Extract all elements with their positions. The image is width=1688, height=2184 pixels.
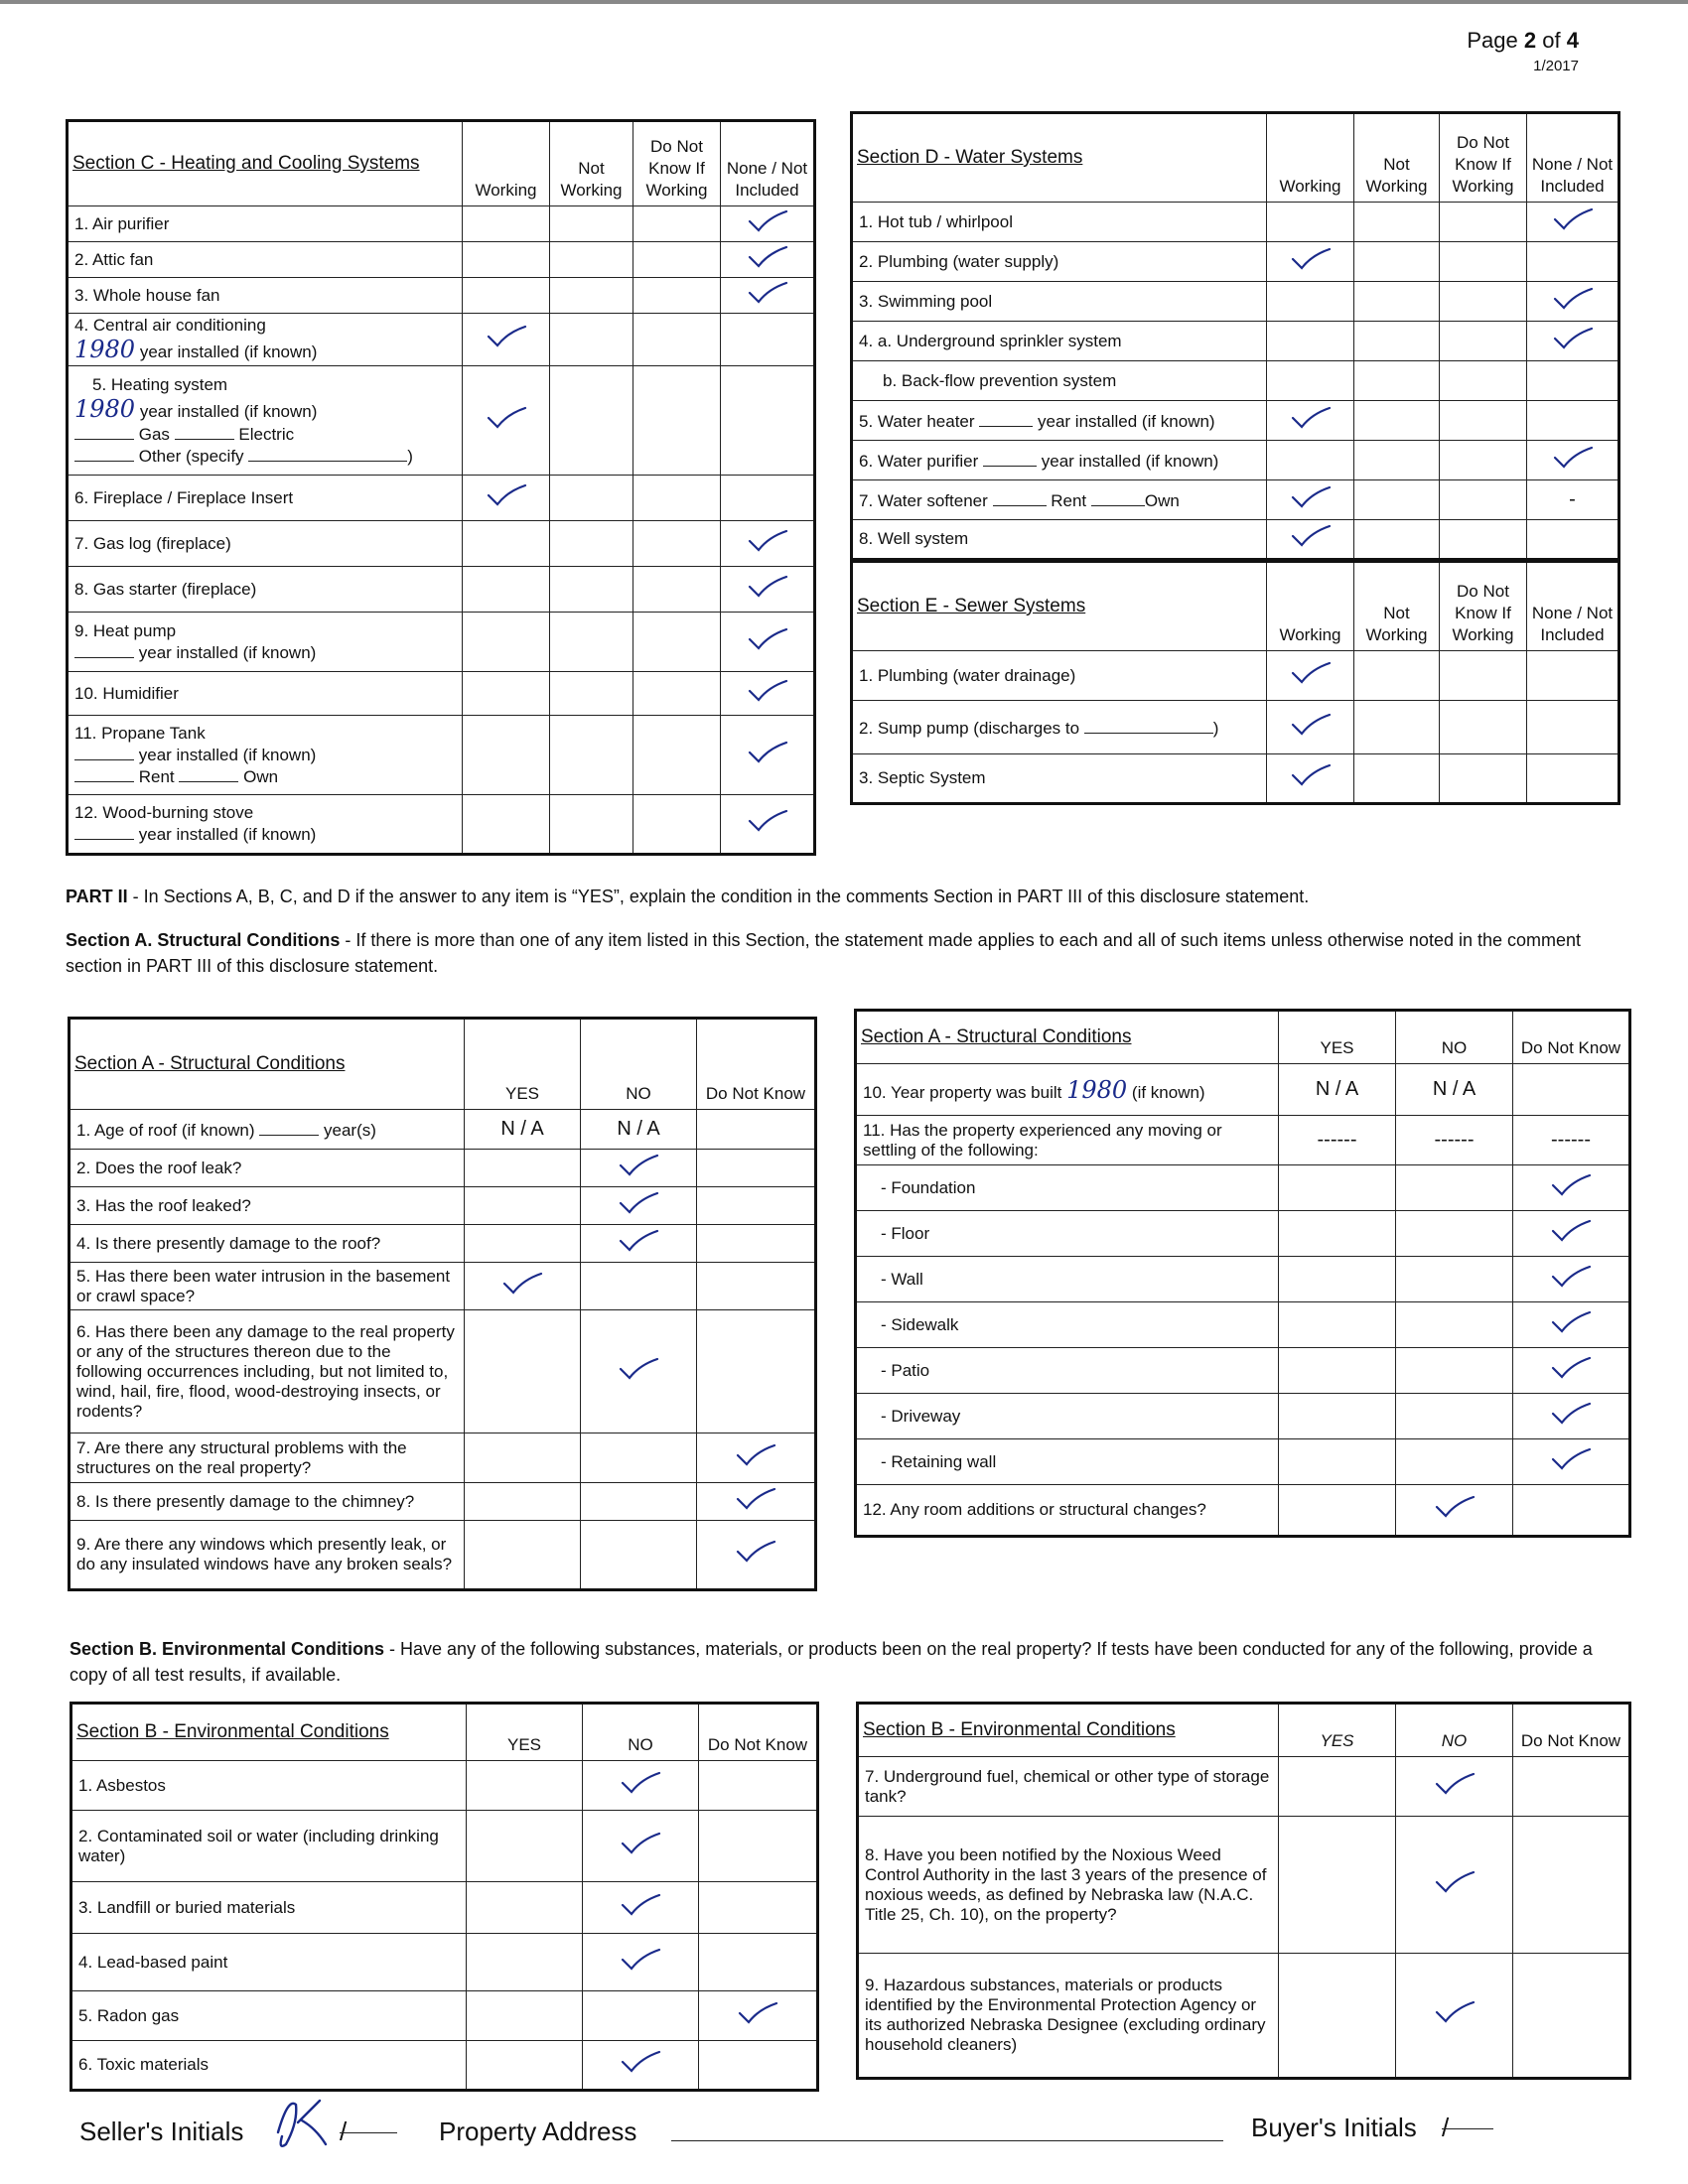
section-d-title: Section D - Water Systems (852, 113, 1267, 203)
check-mark[interactable] (1290, 247, 1332, 271)
value-na: N / A (1396, 1064, 1513, 1116)
item-floor: - Floor (856, 1211, 1279, 1257)
col-yes: YES (465, 1019, 581, 1110)
handwritten-year: 1980 (74, 336, 136, 363)
item-hazardous: 9. Hazardous substances, materials or products identified by the Environmental Protection Agency or its authorized Nebraska Designee (excluding ordinary household cleaners) (858, 1954, 1279, 2079)
handwritten-dash: - (1527, 480, 1619, 520)
handwritten-year: 1980 (1066, 1075, 1128, 1104)
check-mark[interactable] (1290, 524, 1332, 548)
check-mark[interactable] (1434, 1870, 1476, 1894)
handwritten-year: 1980 (74, 394, 136, 423)
check-mark[interactable] (1550, 1402, 1592, 1426)
col-not-working: Not Working (550, 121, 633, 206)
col-do-not-know: Do Not Know (1513, 1011, 1630, 1064)
scan-edge (0, 0, 1688, 4)
item-hot-tub: 1. Hot tub / whirlpool (852, 203, 1267, 242)
check-mark[interactable] (620, 1948, 661, 1972)
check-mark[interactable] (735, 1443, 776, 1467)
item-roof-damage: 4. Is there presently damage to the roof? (70, 1225, 465, 1263)
check-mark[interactable] (1550, 1356, 1592, 1380)
item-whole-house-fan: 3. Whole house fan (68, 278, 463, 314)
item-water-purifier: 6. Water purifier year installed (if known) (852, 441, 1267, 480)
col-no: NO (581, 1019, 697, 1110)
check-mark[interactable] (737, 2001, 778, 2025)
item-propane-tank: 11. Propane Tank year installed (if known) Rent Own (68, 716, 463, 795)
check-mark[interactable] (1550, 1265, 1592, 1289)
item-roof-leaked: 3. Has the roof leaked? (70, 1187, 465, 1225)
check-mark[interactable] (618, 1191, 659, 1215)
check-mark[interactable] (486, 406, 527, 430)
col-no: NO (1396, 1704, 1513, 1757)
property-address-line[interactable] (671, 2140, 1223, 2141)
check-mark[interactable] (747, 209, 788, 233)
check-mark[interactable] (747, 281, 788, 305)
col-do-not-know: Do Not Know (1513, 1704, 1630, 1757)
section-b-left-table (70, 1702, 819, 2092)
col-yes: YES (1279, 1704, 1396, 1757)
col-do-not-know: Do Not Know If Working (1440, 113, 1527, 203)
section-a-right-table: Section A - Structural Conditions YES NO Do Not Know 10. Year property was built 1980 (if known) N / A N / A 11. Has the property experienced any moving or settling of the following: ------ ------ ------ - Foundation - Floor - Wall - Sidewalk - Patio - Driveway - Retaining wall 12. Any room additions or structural changes? (854, 1009, 1631, 1538)
item-room-additions: 12. Any room additions or structural changes? (856, 1485, 1279, 1537)
check-mark[interactable] (747, 679, 788, 703)
item-roof-leak: 2. Does the roof leak? (70, 1150, 465, 1187)
col-do-not-know: Do Not Know If Working (1440, 562, 1527, 651)
check-mark[interactable] (486, 325, 527, 348)
item-fireplace: 6. Fireplace / Fireplace Insert (68, 476, 463, 521)
item-central-air: 4. Central air conditioning 1980 year installed (if known) (68, 314, 463, 366)
check-mark[interactable] (747, 809, 788, 833)
check-mark[interactable] (735, 1540, 776, 1564)
section-e-table (850, 560, 1620, 805)
check-mark[interactable] (501, 1272, 543, 1296)
check-mark[interactable] (618, 1229, 659, 1253)
check-mark[interactable] (1434, 2000, 1476, 2024)
check-mark[interactable] (747, 245, 788, 269)
check-mark[interactable] (747, 627, 788, 651)
check-mark[interactable] (1552, 446, 1594, 470)
check-mark[interactable] (620, 1832, 661, 1855)
page-header (1467, 28, 1579, 74)
property-address-label: Property Address (439, 2116, 637, 2146)
item-septic: 3. Septic System (852, 754, 1267, 804)
section-c-title: Section C - Heating and Cooling Systems (68, 121, 463, 206)
check-mark[interactable] (1290, 485, 1332, 509)
item-swimming-pool: 3. Swimming pool (852, 282, 1267, 322)
item-chimney-damage: 8. Is there presently damage to the chimney? (70, 1483, 465, 1521)
item-lead-paint: 4. Lead-based paint (71, 1934, 467, 1991)
section-e-title: Section E - Sewer Systems (852, 562, 1267, 651)
item-contaminated-soil: 2. Contaminated soil or water (including drinking water) (71, 1811, 467, 1882)
check-mark[interactable] (1550, 1219, 1592, 1243)
col-working: Working (1267, 113, 1354, 203)
section-b-title: Section B - Environmental Conditions (858, 1704, 1279, 1757)
item-heat-pump: 9. Heat pump year installed (if known) (68, 613, 463, 672)
section-a-left-table (68, 1017, 817, 1591)
item-asbestos: 1. Asbestos (71, 1761, 467, 1811)
item-year-built: 10. Year property was built 1980 (if known) (856, 1064, 1279, 1116)
item-retaining-wall: - Retaining wall (856, 1439, 1279, 1485)
col-not-working: Not Working (1354, 562, 1440, 651)
col-do-not-know: Do Not Know (699, 1704, 818, 1761)
item-sidewalk: - Sidewalk (856, 1302, 1279, 1348)
check-mark[interactable] (1552, 287, 1594, 311)
item-water-intrusion: 5. Has there been water intrusion in the basement or crawl space? (70, 1263, 465, 1310)
item-noxious-weed: 8. Have you been notified by the Noxious Weed Control Authority in the last 3 years of the presence of noxious weeds, as defined by Nebraska law (N.A.C. Title 25, Ch. 10), on the property? (858, 1817, 1279, 1954)
item-attic-fan: 2. Attic fan (68, 242, 463, 278)
value-na: N / A (581, 1110, 697, 1150)
item-foundation: - Foundation (856, 1165, 1279, 1211)
item-wall: - Wall (856, 1257, 1279, 1302)
item-backflow: b. Back-flow prevention system (852, 361, 1267, 401)
check-mark[interactable] (1290, 406, 1332, 430)
col-not-working: Not Working (1354, 113, 1440, 203)
page-number: Page 2 of 4 (1467, 28, 1579, 53)
item-toxic: 6. Toxic materials (71, 2041, 467, 2091)
check-mark[interactable] (1552, 207, 1594, 231)
item-water-heater: 5. Water heater year installed (if known) (852, 401, 1267, 441)
item-air-purifier: 1. Air purifier (68, 206, 463, 242)
item-well-system: 8. Well system (852, 520, 1267, 560)
check-mark[interactable] (620, 1771, 661, 1795)
form-date: 1/2017 (1533, 58, 1579, 74)
col-working: Working (1267, 562, 1354, 651)
section-a-intro: Section A. Structural Conditions - If there is more than one of any item listed in this Section, the statement made applies to each and all of such items unless otherwise noted in the comment section in PART III of this disclosure statement. (66, 930, 1582, 976)
item-landfill: 3. Landfill or buried materials (71, 1882, 467, 1934)
item-radon: 5. Radon gas (71, 1991, 467, 2041)
col-none: None / Not Included (1527, 113, 1619, 203)
item-sump-pump: 2. Sump pump (discharges to ) (852, 701, 1267, 754)
value-na: N / A (465, 1110, 581, 1150)
check-mark[interactable] (1552, 327, 1594, 350)
section-a-title: Section A - Structural Conditions (70, 1019, 465, 1110)
check-mark[interactable] (1550, 1447, 1592, 1471)
section-b-intro: Section B. Environmental Conditions - Have any of the following substances, materials, or products been on the real property? If tests have been conducted for any of the following, provide a copy of all test results, if available. (70, 1639, 1593, 1685)
col-none: None / Not Included (721, 121, 815, 206)
check-mark[interactable] (486, 483, 527, 507)
item-humidifier: 10. Humidifier (68, 672, 463, 716)
check-mark[interactable] (1290, 661, 1332, 685)
col-no: NO (583, 1704, 699, 1761)
check-mark[interactable] (1434, 1772, 1476, 1796)
check-mark[interactable] (620, 2050, 661, 2074)
item-driveway: - Driveway (856, 1394, 1279, 1439)
section-a-title: Section A - Structural Conditions (856, 1011, 1279, 1064)
item-wood-stove: 12. Wood-burning stove year installed (if known) (68, 795, 463, 855)
col-working: Working (463, 121, 550, 206)
value-na: N / A (1279, 1064, 1396, 1116)
seller-initials-label: Seller's Initials (79, 2116, 244, 2146)
item-gas-starter: 8. Gas starter (fireplace) (68, 567, 463, 613)
part-ii-text: PART II - In Sections A, B, C, and D if the answer to any item is “YES”, explain the condition in the comments Section in PART III of this disclosure statement. (66, 887, 1310, 906)
seller-signature (268, 2093, 338, 2159)
check-mark[interactable] (1290, 713, 1332, 737)
col-yes: YES (467, 1704, 583, 1761)
section-d-table (850, 111, 1620, 561)
check-mark[interactable] (747, 741, 788, 764)
item-windows-leak: 9. Are there any windows which presently leak, or do any insulated windows have any broken seals? (70, 1521, 465, 1590)
check-mark[interactable] (1550, 1173, 1592, 1197)
section-c-table (66, 119, 816, 856)
item-plumbing-supply: 2. Plumbing (water supply) (852, 242, 1267, 282)
section-b-right-table (856, 1702, 1631, 2080)
item-settling: 11. Has the property experienced any moving or settling of the following: (856, 1116, 1279, 1165)
item-heating-system: 5. Heating system 1980 year installed (if known) Gas Electric Other (specify ) (68, 366, 463, 476)
section-b-title: Section B - Environmental Conditions (71, 1704, 467, 1761)
col-no: NO (1396, 1011, 1513, 1064)
col-none: None / Not Included (1527, 562, 1619, 651)
item-water-softener: 7. Water softener Rent Own (852, 480, 1267, 520)
check-mark[interactable] (1434, 1495, 1476, 1519)
item-property-damage: 6. Has there been any damage to the real property or any of the structures thereon due to the following occurrences including, but not limited to, wind, hail, fire, flood, wood-destroying insects, or rodents? (70, 1310, 465, 1433)
item-plumbing-drainage: 1. Plumbing (water drainage) (852, 651, 1267, 701)
check-mark[interactable] (618, 1357, 659, 1381)
check-mark[interactable] (618, 1154, 659, 1177)
buyer-initials-label: Buyer's Initials (1251, 2113, 1417, 2142)
item-age-of-roof: 1. Age of roof (if known) year(s) (70, 1110, 465, 1150)
check-mark[interactable] (747, 575, 788, 599)
col-do-not-know: Do Not Know If Working (633, 121, 721, 206)
col-yes: YES (1279, 1011, 1396, 1064)
col-do-not-know: Do Not Know (697, 1019, 816, 1110)
check-mark[interactable] (620, 1893, 661, 1917)
item-storage-tank: 7. Underground fuel, chemical or other type of storage tank? (858, 1757, 1279, 1817)
item-sprinkler: 4. a. Underground sprinkler system (852, 322, 1267, 361)
check-mark[interactable] (747, 529, 788, 553)
check-mark[interactable] (1290, 763, 1332, 787)
check-mark[interactable] (1550, 1310, 1592, 1334)
item-structural-problems: 7. Are there any structural problems with the structures on the real property? (70, 1433, 465, 1483)
check-mark[interactable] (735, 1487, 776, 1511)
item-patio: - Patio (856, 1348, 1279, 1394)
item-gas-log: 7. Gas log (fireplace) (68, 521, 463, 567)
